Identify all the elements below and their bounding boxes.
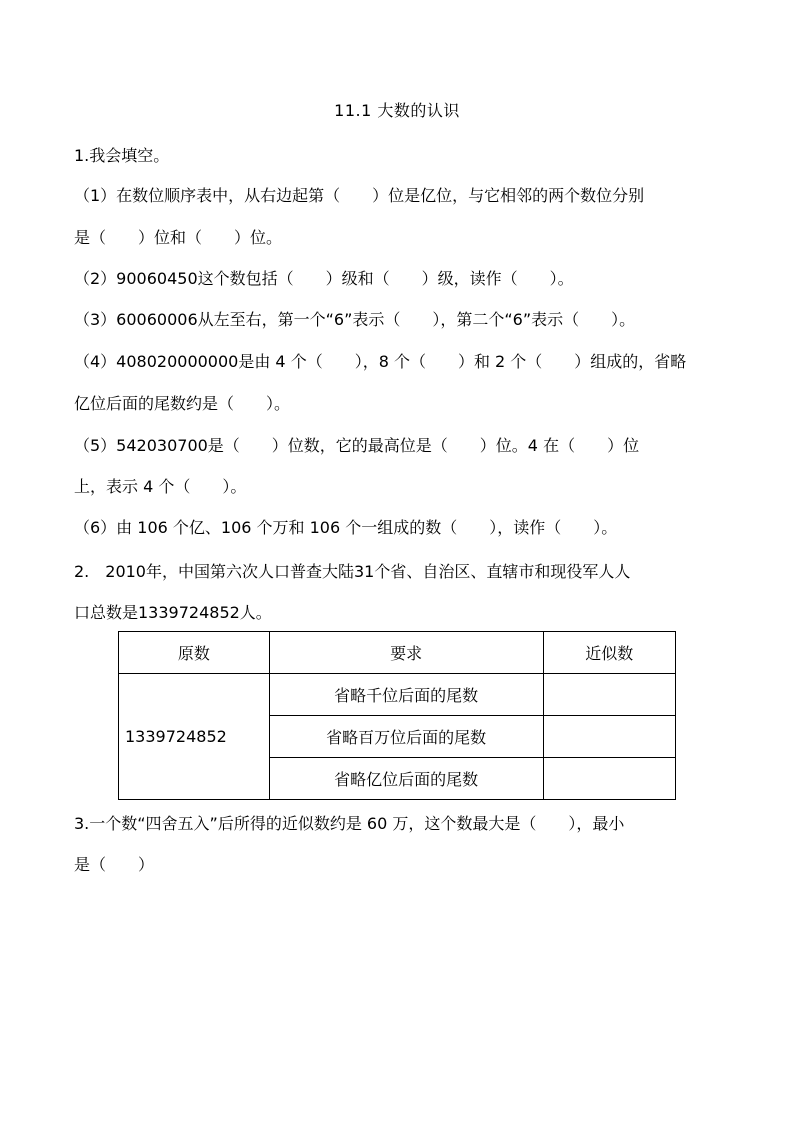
page-title: 11.1 大数的认识	[334, 101, 460, 120]
question-2-line-1: 2. 2010年，中国第六次人口普查大陆31个省、自治区、直辖市和现役军人人	[74, 562, 631, 581]
question-3-line-1: 3.一个数“四舍五入”后所得的近似数约是 60 万，这个数最大是（ ），最小	[74, 814, 625, 833]
rounding-table	[118, 631, 676, 800]
table-cell-requirement: 省略亿位后面的尾数	[269, 758, 543, 800]
question-1-heading: 1.我会填空。	[74, 146, 170, 165]
question-1-item-5-line-1: （5）542030700是（ ）位数，它的最高位是（ ）位。4 在（ ）位	[74, 436, 640, 455]
question-1-item-2: （2）90060450这个数包括（ ）级和（ ）级，读作（ ）。	[74, 269, 574, 288]
table-header-row	[119, 632, 676, 674]
table-cell-answer-blank[interactable]	[543, 674, 675, 716]
question-1-item-1-line-2: 是（ ）位和（ ）位。	[74, 228, 283, 247]
table-row	[119, 674, 676, 716]
question-1-item-4-line-2: 亿位后面的尾数约是（ ）。	[74, 394, 291, 413]
table-cell-requirement: 省略千位后面的尾数	[269, 674, 543, 716]
table-header-requirement: 要求	[269, 632, 543, 674]
question-1-item-4-line-1: （4）408020000000是由 4 个（ ），8 个（ ）和 2 个（ ）组成的，省略	[74, 352, 687, 371]
table-cell-original-number: 1339724852	[119, 674, 270, 800]
question-1-item-6: （6）由 106 个亿、106 个万和 106 个一组成的数（ ），读作（ ）。	[74, 518, 618, 537]
question-3-line-2: 是（ ）	[74, 855, 155, 874]
table-header-approximation: 近似数	[543, 632, 675, 674]
question-1-item-5-line-2: 上，表示 4 个（ ）。	[74, 477, 247, 496]
table-cell-requirement: 省略百万位后面的尾数	[269, 716, 543, 758]
table-cell-answer-blank[interactable]	[543, 716, 675, 758]
question-1-item-1-line-1: （1）在数位顺序表中，从右边起第（ ）位是亿位，与它相邻的两个数位分别	[74, 186, 645, 205]
question-2-line-2: 口总数是1339724852人。	[74, 603, 272, 622]
question-1-item-3: （3）60060006从左至右，第一个“6”表示（ ），第二个“6”表示（ ）。	[74, 310, 636, 329]
table-header-original: 原数	[119, 632, 270, 674]
table-cell-answer-blank[interactable]	[543, 758, 675, 800]
